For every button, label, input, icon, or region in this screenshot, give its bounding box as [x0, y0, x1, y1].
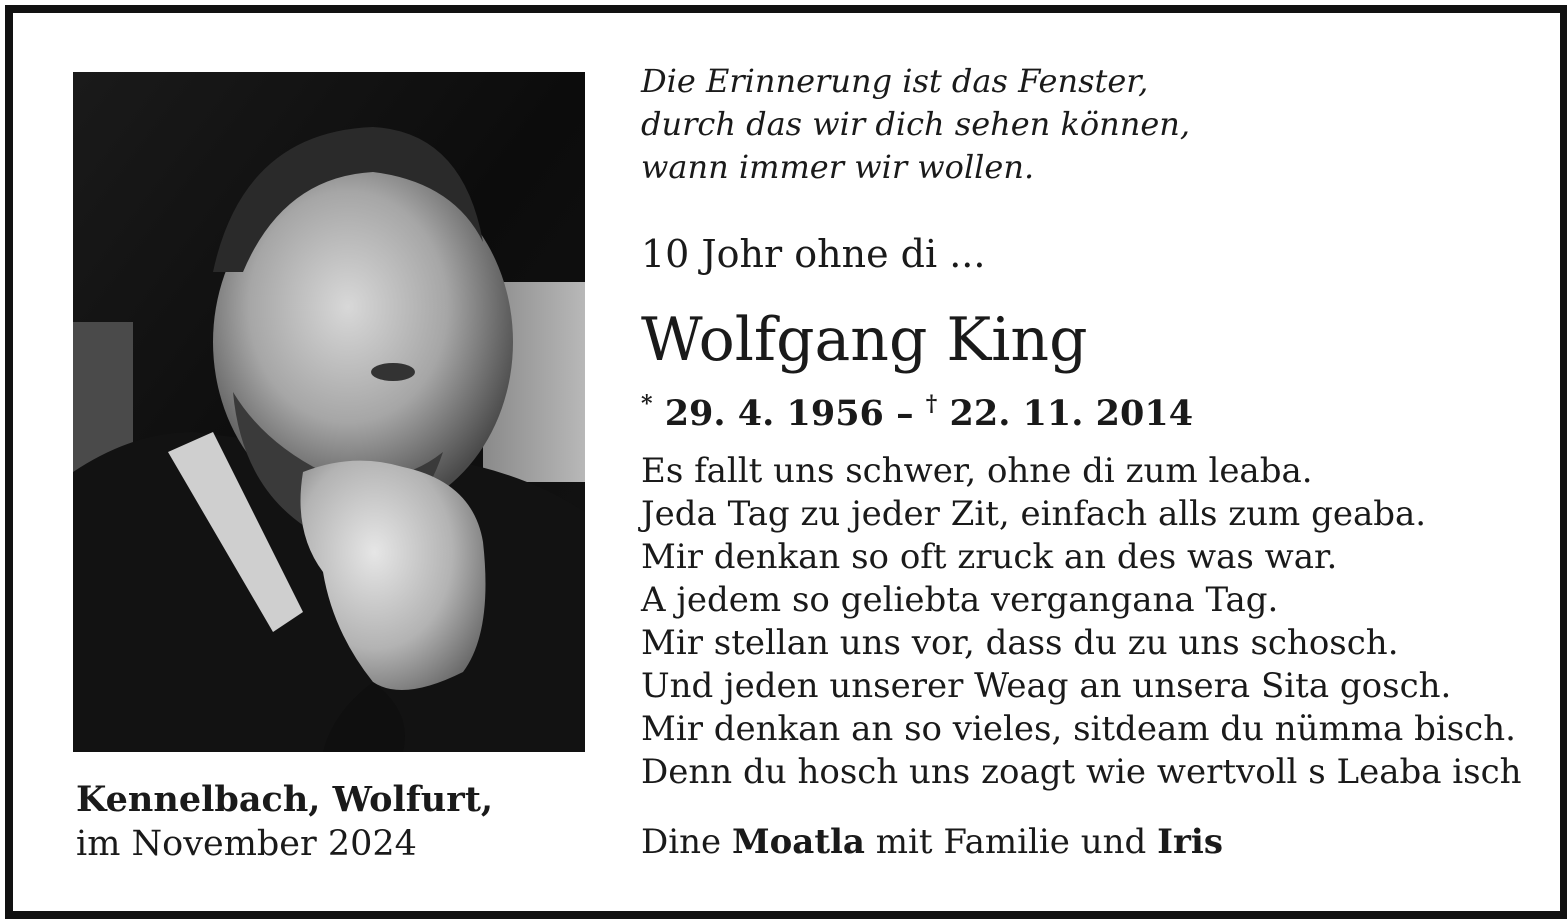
death-symbol: †: [925, 391, 938, 417]
deceased-name: Wolfgang King: [641, 305, 1088, 375]
poem-line: Jeda Tag zu jeder Zit, einfach alls zum geaba.: [641, 494, 1427, 534]
poem-line: Mir denkan so oft zruck an des was war.: [641, 537, 1338, 577]
quote-line: durch das wir dich sehen können,: [641, 105, 1191, 143]
location-date: im November 2024: [76, 824, 417, 864]
memorial-quote: [641, 60, 1190, 189]
signature-middle: mit Familie und: [875, 822, 1147, 862]
signature: [641, 820, 1223, 864]
birth-date: 29. 4. 1956: [664, 393, 884, 434]
poem-line: Und jeden unserer Weag an unsera Sita gosch.: [641, 666, 1452, 706]
signature-name-2: Iris: [1157, 822, 1223, 862]
signature-prefix: Dine: [641, 822, 722, 862]
signature-name-1: Moatla: [731, 822, 865, 862]
death-date: 22. 11. 2014: [949, 393, 1194, 434]
quote-line: wann immer wir wollen.: [641, 148, 1035, 186]
poem-line: Es fallt uns schwer, ohne di zum leaba.: [641, 451, 1313, 491]
poem-line: Mir stellan uns vor, dass du zu uns schosch.: [641, 623, 1399, 663]
life-dates: [641, 382, 1193, 436]
years-heading: 10 Johr ohne di ...: [641, 232, 986, 276]
memorial-poem: [641, 450, 1522, 794]
poem-line: Denn du hosch uns zoagt wie wertvoll s Leaba isch: [641, 752, 1522, 792]
location-place: Kennelbach, Wolfurt,: [76, 779, 494, 820]
date-separator: –: [896, 393, 914, 434]
quote-line: Die Erinnerung ist das Fenster,: [641, 62, 1149, 100]
portrait-photo-graphic: [73, 72, 585, 752]
poem-line: Mir denkan an so vieles, sitdeam du nümma bisch.: [641, 709, 1516, 749]
poem-line: A jedem so geliebta vergangana Tag.: [641, 580, 1279, 620]
birth-symbol: *: [641, 391, 653, 417]
portrait-photo: [73, 72, 585, 752]
